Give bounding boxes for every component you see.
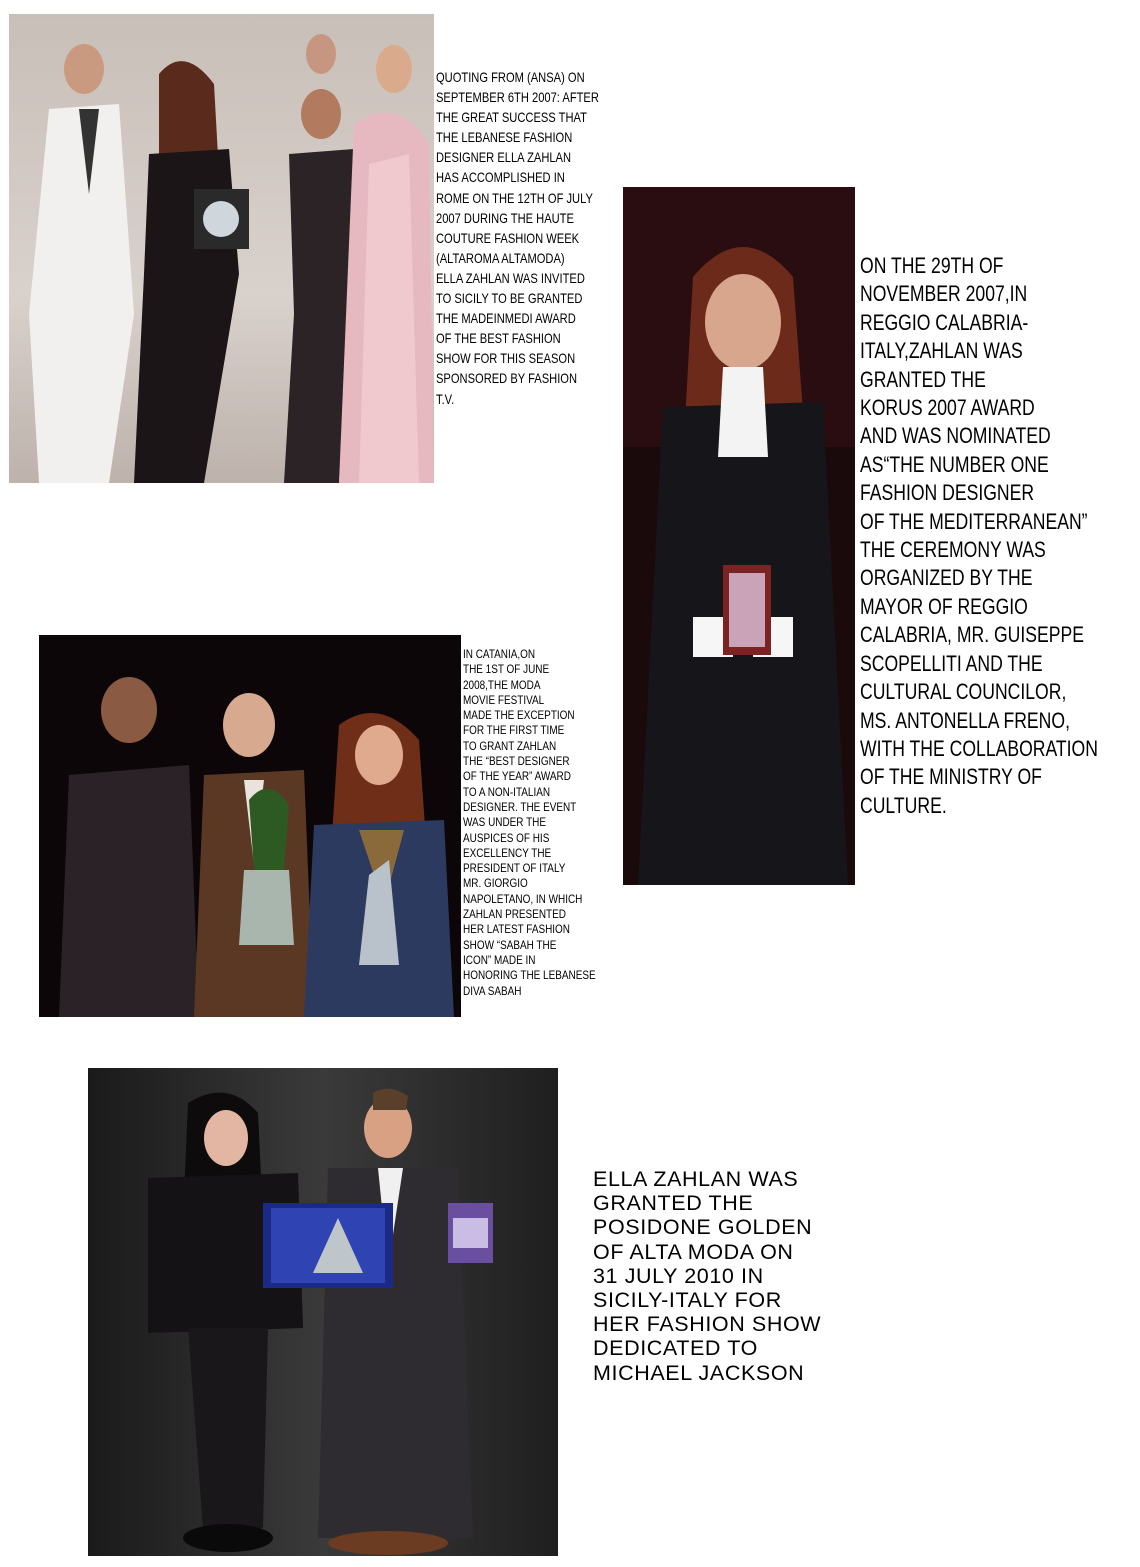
award-ceremony-photo-icon — [9, 14, 434, 483]
photo-catania-award — [39, 635, 461, 1017]
caption-korus-award: ON THE 29TH OF NOVEMBER 2007,IN REGGIO CALABRIA- ITALY,ZAHLAN WAS GRANTED THE KORUS 2007 AWARD AND WAS NOMINATED AS“THE NUMBER ONE FASHION DESIGNER OF THE MEDITERRANEAN” THE CEREMONY WAS ORGANIZED BY THE MAYOR OF REGGIO CALABRIA, MR. GUISEPPE SCOPELLITI AND THE CULTURAL COUNCILOR, MS. ANTONELLA FRENO, WITH THE COLLABORATION OF THE MINISTRY OF CULTURE. — [860, 253, 1098, 818]
photo-posidone-award — [88, 1068, 558, 1556]
portrait-photo-icon — [623, 187, 855, 885]
award-ceremony-photo-icon — [88, 1068, 558, 1556]
award-ceremony-photo-icon — [39, 635, 461, 1017]
photo-altaroma-award — [9, 14, 434, 483]
caption-catania-award: IN CATANIA,ON THE 1ST OF JUNE 2008,THE MODA MOVIE FESTIVAL MADE THE EXCEPTION FOR THE FIRST TIME TO GRANT ZAHLAN THE “BEST DESIGNER OF THE YEAR” AWARD TO A NON-ITALIAN DESIGNER. THE EVENT WAS UNDER THE AUSPICES OF HIS EXCELLENCY THE PRESIDENT OF ITALY MR. GIORGIO NAPOLETANO, IN WHICH ZAHLAN PRESENTED HER LATEST FASHION SHOW “SABAH THE ICON” MADE IN HONORING THE LEBANESE DIVA SABAH — [463, 647, 596, 998]
caption-altaroma-award: QUOTING FROM (ANSA) ON SEPTEMBER 6TH 2007: AFTER THE GREAT SUCCESS THAT THE LEBANESE FASHION DESIGNER ELLA ZAHLAN HAS ACCOMPLISHED IN ROME ON THE 12TH OF JULY 2007 DURING THE HAUTE COUTURE FASHION WEEK (ALTAROMA ALTAMODA) ELLA ZAHLAN WAS INVITED TO SICILY TO BE GRANTED THE MADEINMEDI AWARD OF THE BEST FASHION SHOW FOR THIS SEASON SPONSORED BY FASHION T.V. — [436, 70, 599, 407]
caption-posidone-award: ELLA ZAHLAN WAS GRANTED THE POSIDONE GOLDEN OF ALTA MODA ON 31 JULY 2010 IN SICILY-ITALY FOR HER FASHION SHOW DEDICATED TO MICHAEL JACKSON — [593, 1167, 822, 1385]
photo-korus-award — [623, 187, 855, 885]
